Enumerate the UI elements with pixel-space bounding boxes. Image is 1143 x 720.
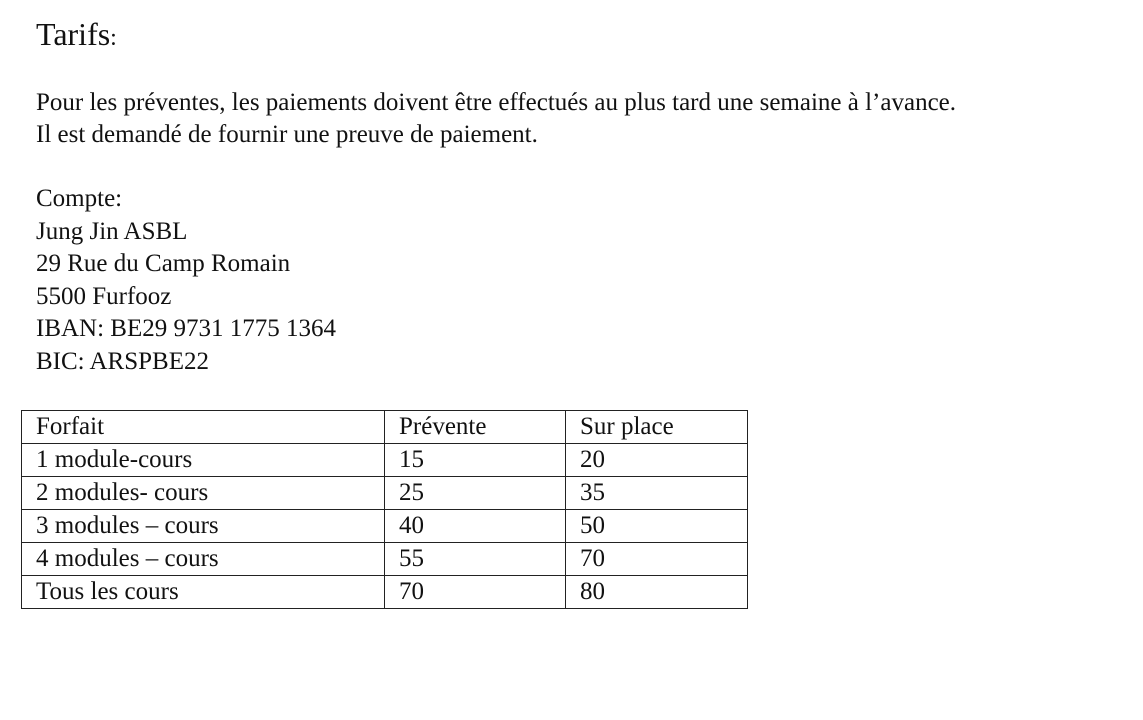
cell-sur-place: 20 [566,444,748,477]
header-prevente: Prévente [385,411,566,444]
title-colon: : [110,25,117,51]
account-street: 29 Rue du Camp Romain [36,250,291,277]
account-block [36,183,336,378]
cell-prevente: 55 [385,543,566,576]
cell-prevente: 70 [385,576,566,609]
account-bic: BIC: ARSPBE22 [36,347,209,375]
cell-sur-place: 50 [566,510,748,543]
cell-prevente: 40 [385,510,566,543]
page-title [36,14,117,58]
cell-forfait: 3 modules – cours [22,510,385,543]
title-text: Tarifs [36,16,111,52]
cell-forfait: 2 modules- cours [22,477,385,510]
header-forfait: Forfait [22,411,385,444]
cell-forfait: 4 modules – cours [22,543,385,576]
payment-info-line-1: Pour les préventes, les paiements doivent être effectués au plus tard une semaine à l’avance. [36,89,957,116]
cell-prevente: 15 [385,444,566,477]
table-row [22,576,748,609]
table-row [22,510,748,543]
table-row [22,444,748,477]
table-row [22,543,748,576]
account-iban: IBAN: BE29 9731 1775 1364 [36,315,336,342]
cell-sur-place: 70 [566,543,748,576]
account-name: Jung Jin ASBL [36,217,188,245]
table-header-row [22,411,748,444]
cell-forfait: 1 module-cours [22,444,385,477]
cell-prevente: 25 [385,477,566,510]
header-sur-place: Sur place [566,411,748,444]
price-table [21,410,748,609]
account-label: Compte: [36,185,123,212]
cell-sur-place: 80 [566,576,748,609]
cell-sur-place: 35 [566,477,748,510]
payment-info-paragraph [36,87,956,151]
payment-info-line-2: Il est demandé de fournir une preuve de paiement. [36,121,538,148]
account-city: 5500 Furfooz [36,282,172,310]
table-row [22,477,748,510]
cell-forfait: Tous les cours [22,576,385,609]
